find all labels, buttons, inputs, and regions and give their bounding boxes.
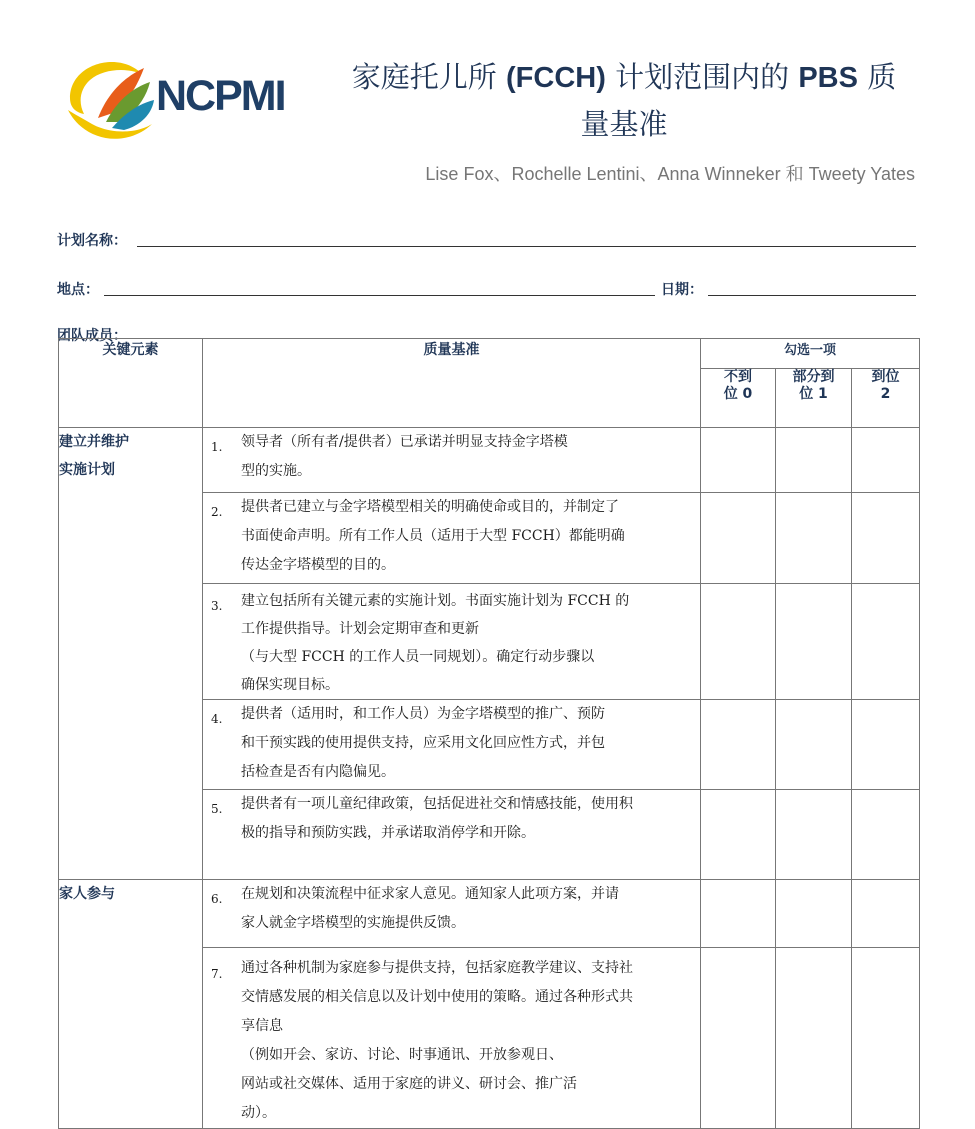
score-0-cell[interactable] [701,880,776,948]
criterion-4: 4. 提供者（适用时，和工作人员）为金字塔模型的推广、预防 和干预实践的使用提供支持，应采用文化回应性方式，并包 括检查是否有内隐偏见。 [203,700,701,790]
score-0-cell[interactable] [701,700,776,790]
table-row [59,880,920,948]
score-0-cell[interactable] [701,428,776,493]
ncpmi-logo [64,58,294,142]
criterion-1: 1. 领导者（所有者/提供者）已承诺并明显支持金字塔模 型的实施。 [203,428,701,493]
score-1-cell[interactable] [776,700,852,790]
score-2-cell[interactable] [852,790,920,880]
criterion-5: 5. 提供者有一项儿童纪律政策，包括促进社交和情感技能，使用积 极的指导和预防实践，并承诺取消停学和开除。 [203,790,701,880]
option-in-place: 到位 2 [852,369,920,428]
score-1-cell[interactable] [776,584,852,700]
authors: Lise Fox、Rochelle Lentini、Anna Winneker 和 Tweety Yates [425,164,915,184]
criterion-2: 2. 提供者已建立与金字塔模型相关的明确使命或目的，并制定了 书面使命声明。所有工作人员（适用于大型 FCCH）都能明确 传达金字塔模型的目的。 [203,493,701,584]
location-field[interactable] [104,295,655,296]
score-2-cell[interactable] [852,880,920,948]
score-0-cell[interactable] [701,948,776,1129]
program-name-label: 计划名称： [57,233,127,249]
score-1-cell[interactable] [776,880,852,948]
key-element-header: 关键元素 [59,339,203,428]
score-1-cell[interactable] [776,493,852,584]
table-row [59,428,920,493]
score-2-cell[interactable] [852,700,920,790]
criterion-7: 7. 通过各种机制为家庭参与提供支持，包括家庭教学建议、支持社 交情感发展的相关信息以及计划中使用的策略。通过各种形式共 享信息 （例如开会、家访、讨论、时事通讯、开放参观日、 网站或社交媒体、适用于家庭的讲义、研讨会、推广活 动）。 [203,948,701,1129]
option-partially-in-place: 部分到 位 1 [776,369,852,428]
page-title: 家庭托儿所 (FCCH) 计划范围内的 PBS 质 量基准 [351,60,897,141]
score-2-cell[interactable] [852,493,920,584]
score-1-cell[interactable] [776,790,852,880]
element-implementation-plan: 建立并维护 实施计划 [59,428,203,880]
quality-criteria-table [58,338,920,1129]
location-label: 地点： [57,282,99,298]
criterion-3: 3. 建立包括所有关键元素的实施计划。书面实施计划为 FCCH 的 工作提供指导。计划会定期审查和更新 （与大型 FCCH 的工作人员一同规划）。确定行动步骤以 确保实现目标。 [203,584,701,700]
score-2-cell[interactable] [852,428,920,493]
ncpmi-swirl-icon [64,58,156,142]
criteria-header: 质量基准 [203,339,701,428]
score-1-cell[interactable] [776,948,852,1129]
score-0-cell[interactable] [701,584,776,700]
element-family-engagement: 家人参与 [59,880,203,1129]
option-not-in-place: 不到 位 0 [701,369,776,428]
score-2-cell[interactable] [852,584,920,700]
score-2-cell[interactable] [852,948,920,1129]
score-1-cell[interactable] [776,428,852,493]
check-one-header: 勾选一项 [701,339,920,369]
logo-wordmark: NCPMI [156,72,285,120]
score-0-cell[interactable] [701,790,776,880]
score-0-cell[interactable] [701,493,776,584]
date-field[interactable] [708,295,916,296]
program-name-field[interactable] [137,246,916,247]
team-label: 团队成员： [57,328,127,344]
date-label: 日期： [661,282,703,298]
criterion-6: 6. 在规划和决策流程中征求家人意见。通知家人此项方案，并请 家人就金字塔模型的实施提供反馈。 [203,880,701,948]
